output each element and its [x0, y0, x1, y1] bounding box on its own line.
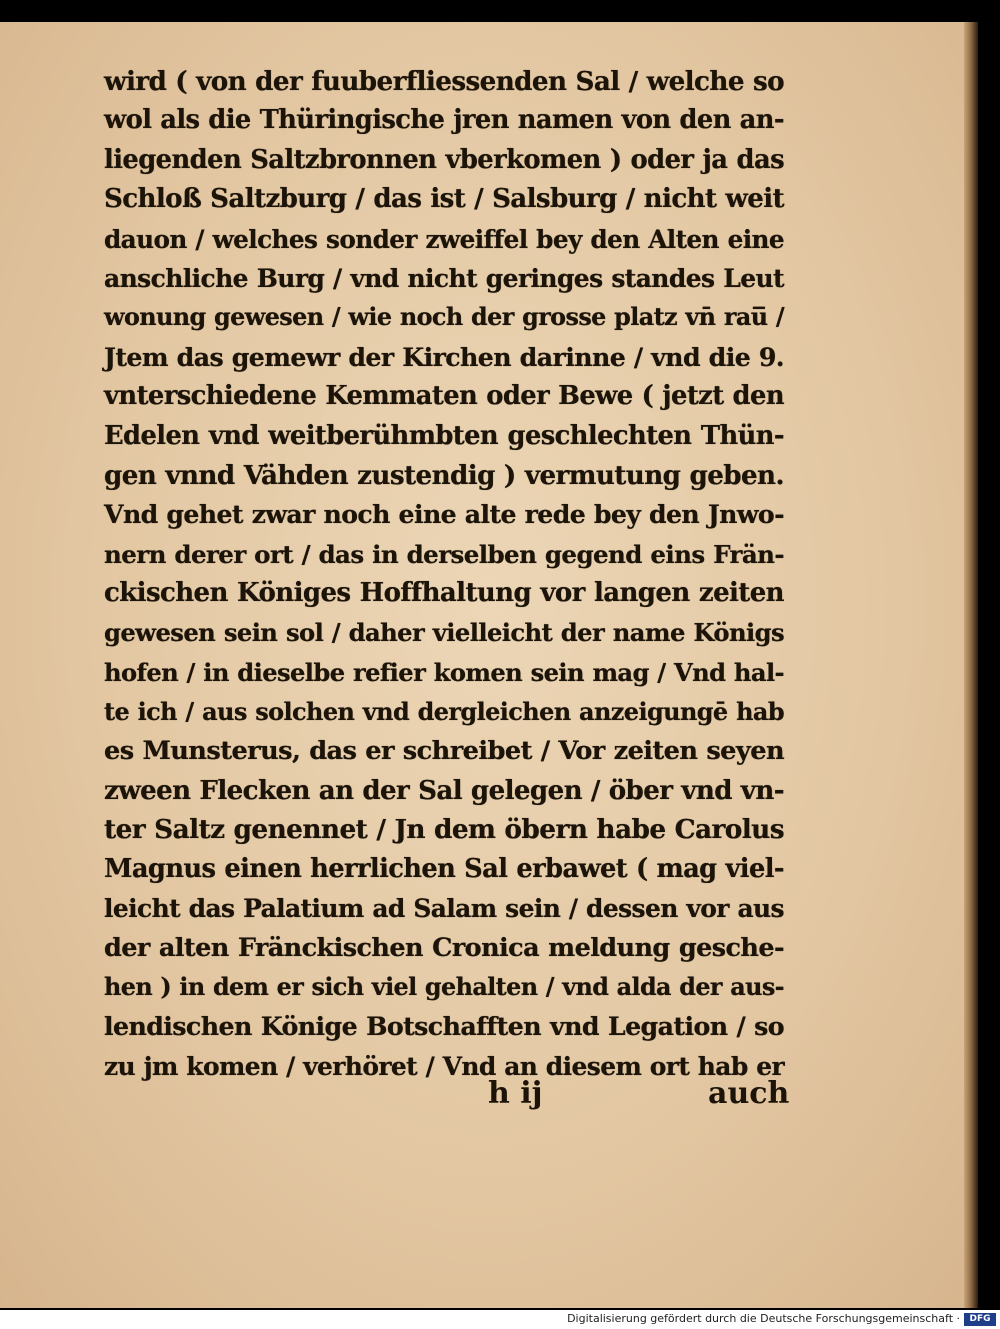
text-line: nern derer ort / das in derselben gegend eins Frän- — [104, 539, 784, 569]
text-line: Magnus einen herrlichen Sal erbawet ( mag viel- — [104, 853, 784, 884]
text-line: Edelen vnd weitberühmbten geschlechten Thün- — [104, 420, 784, 451]
text-line: anschliche Burg / vnd nicht geringes standes Leut — [104, 263, 784, 293]
text-line: gen vnnd Vähden zustendig ) vermutung geben. — [104, 459, 784, 491]
text-line: wonung gewesen / wie noch der grosse platz vn̄ rau̅ / — [104, 303, 784, 332]
page-bottom-line — [0, 1076, 1000, 1112]
text-line: ter Saltz genennet / Jn dem öbern habe Carolus — [104, 814, 784, 846]
text-line: vnterschiedene Kemmaten oder Bewe ( jetzt den — [104, 381, 784, 412]
text-line: es Munsterus, das er schreibet / Vor zeiten seyen — [104, 735, 784, 766]
text-line: zween Flecken an der Sal gelegen / öber vnd vn- — [104, 775, 784, 807]
text-line: ckischen Königes Hoffhaltung vor langen zeiten — [104, 578, 784, 609]
catchword: auch — [708, 1076, 790, 1111]
text-line: hen ) in dem er sich viel gehalten / vnd alda der aus- — [104, 972, 784, 1001]
text-line: dauon / welches sonder zweiffel bey den Alten eine — [104, 224, 784, 254]
text-line: Vnd gehet zwar noch eine alte rede bey den Jnwo- — [104, 499, 784, 530]
text-line: te ich / aus solchen vnd dergleichen anzeigungē hab — [104, 697, 784, 727]
signature-mark: h ij — [488, 1076, 543, 1111]
text-line: hofen / in dieselbe refier komen sein mag / Vnd hal- — [104, 657, 784, 687]
text-line: Jtem das gemewr der Kirchen darinne / vnd die 9. — [104, 341, 784, 372]
dfg-logo-icon: DFG — [964, 1313, 996, 1326]
page-edge — [964, 22, 978, 1308]
footer-bar — [0, 1310, 1000, 1329]
text-line: der alten Fränckischen Cronica meldung gesche- — [104, 932, 784, 963]
digitization-credit: Digitalisierung gefördert durch die Deutsche Forschungsgemeinschaft · — [567, 1312, 960, 1325]
text-line: liegenden Saltzbronnen vberkomen ) oder ja das — [104, 144, 784, 175]
text-line: gewesen sein sol / daher vielleicht der name Königs — [104, 618, 784, 648]
text-line: zu jm komen / verhöret / Vnd an diesem ort hab er — [104, 1051, 784, 1081]
text-line: Schloß Saltzburg / das ist / Salsburg / nicht weit — [104, 184, 784, 215]
text-line: wird ( von der fuuberfliessenden Sal / welche so — [104, 66, 784, 97]
text-line: leicht das Palatium ad Salam sein / dessen vor aus — [104, 894, 784, 924]
text-line: wol als die Thüringische jren namen von den an- — [104, 105, 784, 136]
text-line: lendischen Könige Botschafften vnd Legation / so — [104, 1011, 784, 1042]
page-text — [104, 62, 784, 1086]
